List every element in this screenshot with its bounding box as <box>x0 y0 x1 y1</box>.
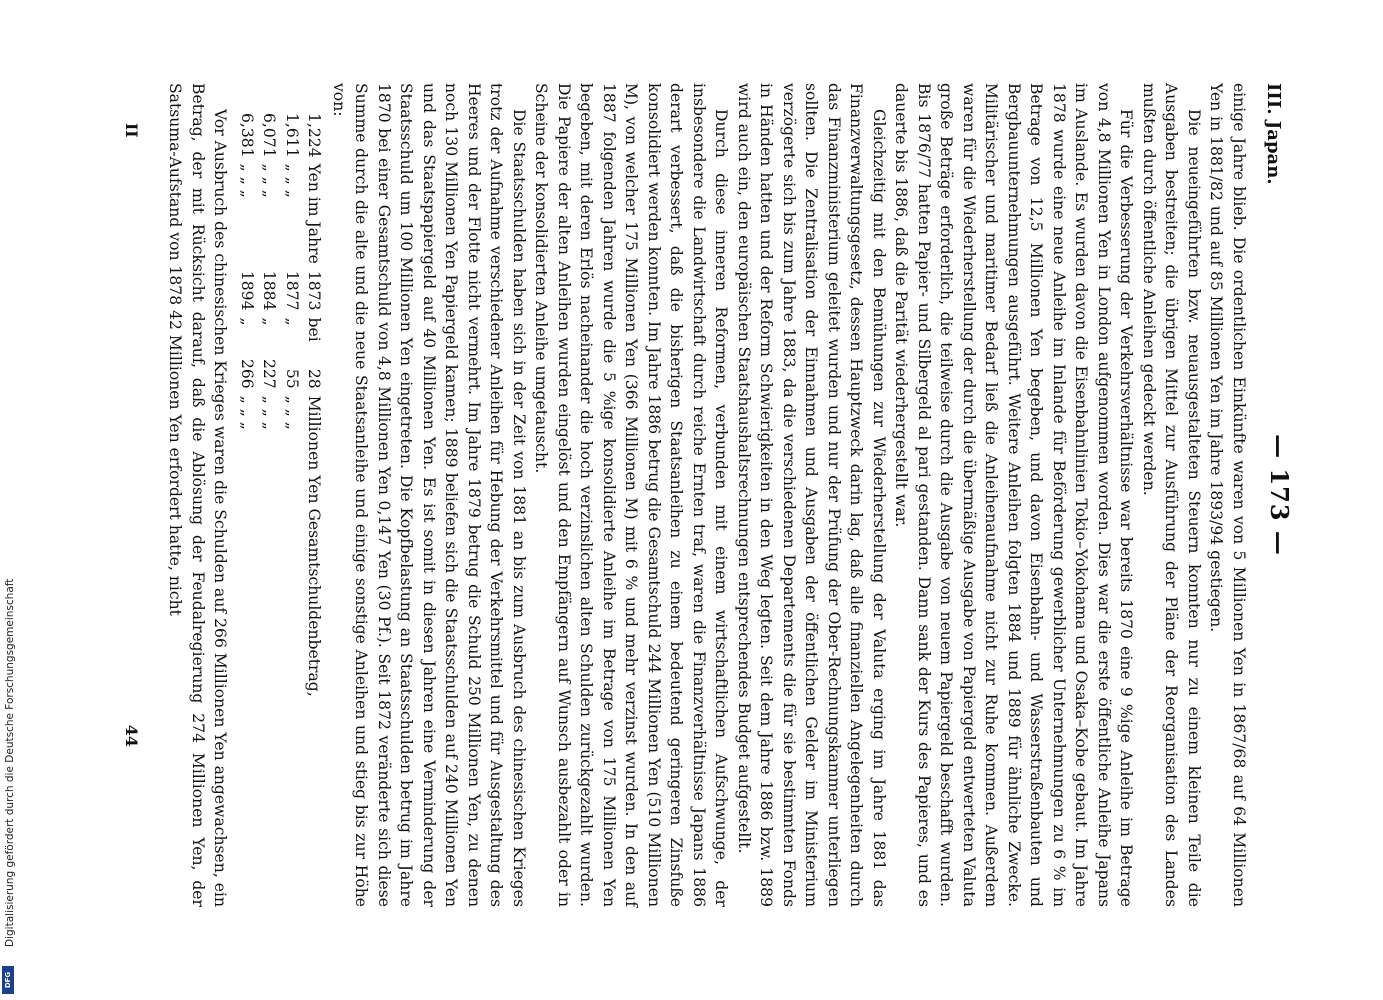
debt-table-body <box>236 113 326 704</box>
debt-cell-amount: 266 <box>238 358 256 389</box>
signature-mark-left: II <box>122 123 141 138</box>
signature-mark-right: 44 <box>122 724 141 747</box>
debt-cell-per-head: 6,381 <box>238 113 256 158</box>
debt-cell-per-head: 6,071 <box>260 113 279 158</box>
paragraph-2: Die neueingeführten bzw. neuausgestalteten Steuern konnten nur zu einem kleinen Teile die Ausgaben bestreiten; die übrigen Mittel zur Ausführung der Pläne der Reorganisation des Landes mußten durch öffentliche Anleihen gedeckt werden. <box>1140 83 1203 907</box>
page-footer <box>110 83 150 907</box>
running-head <box>1250 83 1294 907</box>
debt-cell-unit: „ „ „ <box>260 395 279 430</box>
paragraph-6: Die Staatsschulden haben sich in der Zeit von 1881 an bis zum Ausbruch des chinesischen Krieges trotz der Aufnahme verschiedener Anleihen für Hebung der Verkehrsmittel und für Ausgestaltung des Heeres und der Flotte nicht vermehrt. Im Jahre 1879 betrug die Schuld 250 Millionen Yen, zu denen noch 130 Millionen Yen Papiergeld kamen; 1889 beliefen sich die Staatsschulden auf 240 Millionen Yen und das Staatspapiergeld auf 40 Millionen Yen. Es ist somit in diesen Jahren eine Verminderung der Staatsschuld um 100 Millionen Yen eingetreten. Die Kopfbelastung an Staatsschulden betrug im Jahre 1870 bei einer Gesamtschuld von 4,8 Millionen Yen 0,147 Yen (30 Pf.). Seit 1872 veränderte sich diese Summe durch die alte und die neue Staatsanleihe und einige sonstige Anleihen und stieg bis zur Höhe von: <box>330 83 528 907</box>
chapter-heading: III. Japan. <box>1263 83 1284 185</box>
debt-cell-prep: „ <box>260 317 279 326</box>
book-page <box>100 55 1294 935</box>
debt-per-head-table <box>236 113 326 704</box>
paragraph-4: Gleichzeitig mit den Bemühungen zur Wiederherstellung der Valuta erging im Jahre 1881 das Finanzverwaltungsgesetz, dessen Hauptzweck darin lag, daß alle finanziellen Angelegenheiten durch das Finanzministerium geleitet wurden und nur der Prüfung der Ober-Rechnungskammer unterliegen sollten. Die Zentralisation der Einnahmen und Ausgaben der öffentlichen Gelder im Ministerium verzögerte sich bis zum Jahre 1883, da die verschiedenen Departements die für sie bestimmten Fonds in Händen hatten und der Reform Schwierigkeiten in den Weg legten. Seit dem Jahre 1886 bzw. 1889 wird auch ein, den europäischen Staatshaushaltsrechnungen entsprechendes Budget aufgestellt. <box>735 83 888 907</box>
debt-cell-prep: „ <box>238 317 256 326</box>
page-body <box>164 55 1250 935</box>
paragraph-1: einige Jahre blieb. Die ordentlichen Einkünfte waren von 5 Millionen Yen in 1867/68 auf 64 Millionen Yen in 1881/82 und auf 85 Millionen Yen im Jahre 1893/94 gestiegen. <box>1207 83 1248 907</box>
debt-cell-amount: 227 <box>260 358 279 389</box>
debt-cell-year: 1894 <box>238 270 256 311</box>
debt-table-row <box>258 113 281 704</box>
debt-cell-per-head: 1,224 <box>305 113 324 158</box>
debt-cell-prep: „ <box>283 317 301 326</box>
debt-cell-unit: „ „ „ <box>238 395 256 430</box>
paragraph-5: Durch diese inneren Reformen, verbunden mit einem wirtschaftlichen Aufschwunge, der insbesondere die Landwirtschaft durch reiche Ernten traf, waren die Finanzverhältnisse Japans 1886 derart verbessert, daß die bisherigen Staatsanleihen zu einem bedeutend geringeren Zinsfuße konsolidiert werden konnten. Im Jahre 1886 betrug die Gesamtschuld 244 Millionen Yen (510 Millionen M), von welcher 175 Millionen Yen (366 Millionen M) mit 6 % und mehr verzinst wurden. In den auf 1887 folgenden Jahren wurde die 5 %ige konsolidierte Anleihe im Betrage von 175 Millionen Yen begeben, mit deren Erlös nacheinander die hoch verzinslichen alten Schulden zurückgezahlt wurden. Die Papiere der alten Anleihen wurden eingelöst und den Empfängern auf Wunsch ausbezahlt oder in Scheine der konsolidierten Anleihe umgetauscht. <box>532 83 731 907</box>
debt-cell-year: 1873 <box>305 270 324 311</box>
page-number: — 173 — <box>1265 434 1294 556</box>
debt-cell-year: 1884 <box>260 270 279 311</box>
debt-cell-unit: „ „ „ <box>283 395 301 430</box>
debt-cell-lead: „ „ „ <box>238 163 256 198</box>
debt-cell-prep: bei <box>305 317 324 342</box>
paragraph-3: Für die Verbesserung der Verkehrsverhältnisse war bereits 1870 eine 9 %ige Anleihe im Betrage von 4,8 Millionen Yen in London aufgenommen worden. Dies war die erste öffentliche Anleihe Japans im Auslande. Es wurden davon die Eisenbahnlinien Tokio–Yokohama und Osaka–Kobe gebaut. Im Jahre 1878 wurde eine neue Anleihe im Inlande für Beförderung gewerblicher Unternehmungen zu 6 % im Betrage von 12,5 Millionen Yen begeben, und davon Eisenbahn- und Wasserstraßenbauten und Bergbauunternehmungen ausgeführt. Weitere Anleihen folgten 1884 und 1889 für ähnliche Zwecke. Militärischer und maritimer Bedarf ließ die Anleihenaufnahme nicht zur Ruhe kommen. Außerdem waren für die Wiederherstellung der durch die übermäßige Ausgabe von Papiergeld entwerteten Valuta große Beträge erforderlich, die teilweise durch die Ausgabe von neuem Papiergeld beschafft wurden. Bis 1876/77 hatten Papier- und Silbergeld al pari gestanden. Dann sank der Kurs des Papieres, und es dauerte bis 1886, daß die Parität wiederhergestellt war. <box>892 83 1136 907</box>
debt-cell-unit: Millionen Yen Gesamtschuldenbetrag, <box>305 395 324 697</box>
closing-paragraph: Vor Ausbruch des chinesischen Krieges waren die Schulden auf 266 Millionen Yen angewachsen, ein Betrag, der mit Rücksicht darauf, daß die Ablösung der Feudalregierung 274 Millionen Yen, der Satsuma-Aufstand von 1878 42 Millionen Yen erfordert hatte, nicht <box>166 83 230 907</box>
debt-cell-per-head: 1,611 <box>283 113 301 158</box>
debt-table-row <box>236 113 259 704</box>
debt-table-row <box>303 113 326 704</box>
debt-cell-lead: Yen im Jahre <box>305 163 324 264</box>
debt-cell-amount: 55 <box>283 368 301 389</box>
debt-table-row <box>281 113 304 704</box>
debt-cell-lead: „ „ „ <box>260 163 279 198</box>
rotated-page <box>100 55 1294 935</box>
digitization-notice: Digitalisierung gefördert durch die Deutsche Forschungsgemeinschaft <box>4 578 16 947</box>
debt-cell-amount: 28 <box>305 368 324 389</box>
dfg-sidebar <box>0 0 16 1000</box>
debt-cell-year: 1877 <box>283 270 301 311</box>
dfg-logo-text: DFG <box>4 971 12 989</box>
dfg-logo <box>2 966 14 994</box>
debt-cell-lead: „ „ „ <box>283 163 301 198</box>
